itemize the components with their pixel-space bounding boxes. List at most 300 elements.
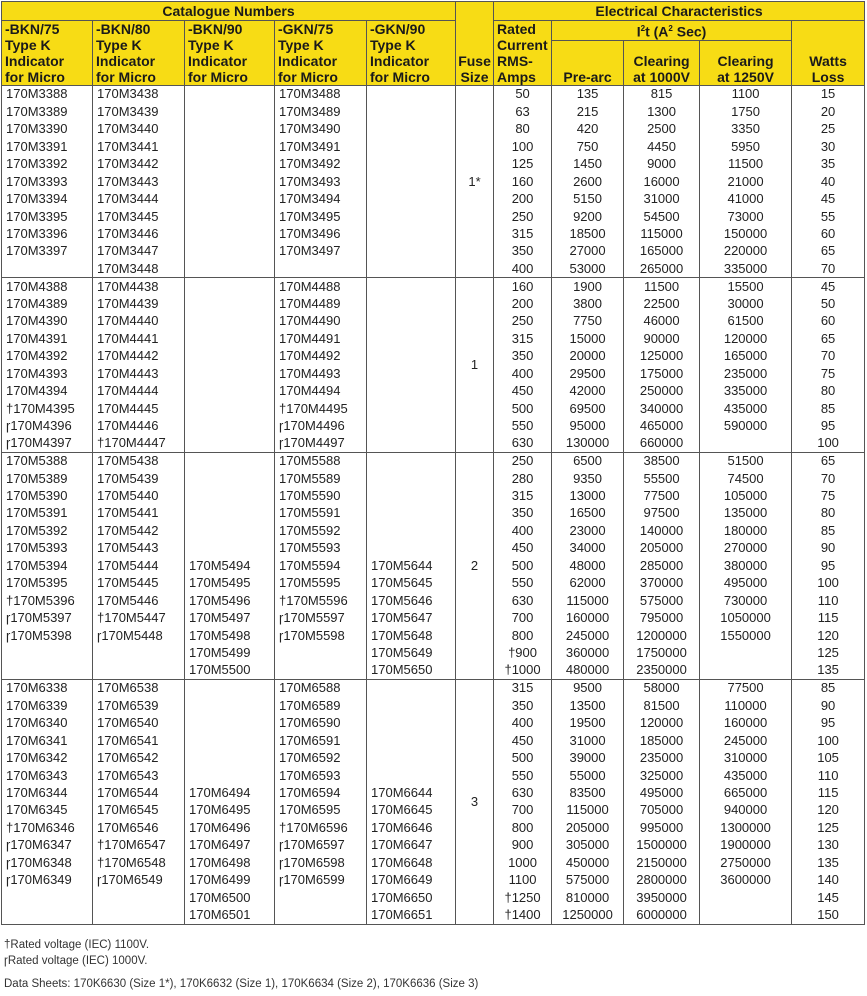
cell-clearing-1000: 140000 (624, 522, 700, 539)
cell-pre-arc: 480000 (552, 662, 624, 679)
cell-bkn75: 170M3396 (2, 225, 93, 242)
cell-pre-arc: 3800 (552, 295, 624, 312)
cell-bkn75: 170M4391 (2, 330, 93, 347)
cell-bkn75: 170M6345 (2, 802, 93, 819)
cell-clearing-1250: 180000 (700, 522, 792, 539)
cell-rated-current: 280 (494, 470, 552, 487)
cell-bkn75: 170M4390 (2, 313, 93, 330)
cell-rated-current: 350 (494, 505, 552, 522)
cell-bkn75: 170M4389 (2, 295, 93, 312)
cell-bkn80: 170M3446 (93, 225, 185, 242)
cell-watts-loss: 85 (792, 679, 865, 696)
cell-bkn80 (93, 662, 185, 679)
data-sheets-note: Data Sheets: 170K6630 (Size 1*), 170K6632 (Size 1), 170K6634 (Size 2), 170K6636 (Size 3) (4, 978, 479, 990)
cell-rated-current: 800 (494, 819, 552, 836)
cell-clearing-1000: 370000 (624, 575, 700, 592)
table-row (2, 872, 865, 889)
cell-pre-arc: 575000 (552, 872, 624, 889)
table-row (2, 470, 865, 487)
cell-pre-arc: 9500 (552, 679, 624, 696)
cell-bkn90 (185, 487, 275, 504)
table-row (2, 487, 865, 504)
cell-bkn90 (185, 679, 275, 696)
cell-clearing-1000: 250000 (624, 382, 700, 399)
cell-bkn90: 170M6500 (185, 889, 275, 906)
cell-gkn75 (275, 907, 367, 924)
cell-bkn75: 170M6342 (2, 749, 93, 766)
cell-bkn75: ɼ170M4397 (2, 435, 93, 452)
cell-rated-current: 550 (494, 575, 552, 592)
cell-rated-current: 630 (494, 435, 552, 452)
cell-pre-arc: 2600 (552, 173, 624, 190)
cell-watts-loss: 70 (792, 260, 865, 277)
cell-bkn90 (185, 243, 275, 260)
cell-fuse-size: 1* (456, 86, 494, 278)
cell-clearing-1000: 465000 (624, 417, 700, 434)
col-watts-loss: Watts Loss (792, 21, 865, 86)
cell-clearing-1000: 265000 (624, 260, 700, 277)
table-row (2, 610, 865, 627)
cell-watts-loss: 25 (792, 120, 865, 137)
cell-gkn90 (367, 400, 456, 417)
table-row (2, 889, 865, 906)
cell-gkn90 (367, 190, 456, 207)
cell-bkn90 (185, 452, 275, 469)
cell-watts-loss: 70 (792, 470, 865, 487)
cell-clearing-1000: 285000 (624, 557, 700, 574)
cell-bkn80: 170M3441 (93, 138, 185, 155)
cell-clearing-1250: 2750000 (700, 854, 792, 871)
cell-gkn75: 170M4493 (275, 365, 367, 382)
cell-clearing-1250: 495000 (700, 575, 792, 592)
cell-rated-current: 500 (494, 400, 552, 417)
cell-gkn90 (367, 365, 456, 382)
cell-clearing-1000: 175000 (624, 365, 700, 382)
cell-pre-arc: 750 (552, 138, 624, 155)
cell-bkn90 (185, 470, 275, 487)
cell-clearing-1250: 435000 (700, 767, 792, 784)
cell-bkn80: 170M6543 (93, 767, 185, 784)
cell-gkn90 (367, 295, 456, 312)
col-pre-arc: Pre-arc (552, 40, 624, 85)
cell-rated-current: 80 (494, 120, 552, 137)
cell-gkn90: 170M5646 (367, 592, 456, 609)
cell-watts-loss: 15 (792, 86, 865, 103)
cell-bkn90 (185, 155, 275, 172)
cell-bkn75: 170M3393 (2, 173, 93, 190)
cell-bkn75: 170M6340 (2, 714, 93, 731)
cell-bkn90 (185, 295, 275, 312)
cell-bkn75 (2, 260, 93, 277)
cell-fuse-size: 2 (456, 452, 494, 679)
cell-clearing-1250 (700, 907, 792, 924)
cell-bkn80: 170M6538 (93, 679, 185, 696)
cell-gkn75: 170M3493 (275, 173, 367, 190)
cell-bkn80: 170M3443 (93, 173, 185, 190)
cell-pre-arc: 245000 (552, 627, 624, 644)
cell-bkn90 (185, 225, 275, 242)
cell-clearing-1000: 1500000 (624, 837, 700, 854)
cell-clearing-1000: 58000 (624, 679, 700, 696)
cell-pre-arc: 16500 (552, 505, 624, 522)
cell-bkn75: 170M6343 (2, 767, 93, 784)
cell-rated-current: 350 (494, 348, 552, 365)
table-row (2, 714, 865, 731)
cell-gkn90 (367, 313, 456, 330)
cell-bkn80: †170M6548 (93, 854, 185, 871)
cell-clearing-1250: 30000 (700, 295, 792, 312)
cell-bkn90 (185, 173, 275, 190)
footnote-1000v: ɼRated voltage (IEC) 1000V. (4, 955, 148, 967)
cell-bkn90 (185, 190, 275, 207)
table-row (2, 767, 865, 784)
cell-watts-loss: 45 (792, 278, 865, 295)
cell-bkn75: ɼ170M6347 (2, 837, 93, 854)
cell-clearing-1000: 1300 (624, 103, 700, 120)
cell-clearing-1000: 495000 (624, 784, 700, 801)
cell-bkn75: ɼ170M6349 (2, 872, 93, 889)
cell-rated-current: 250 (494, 208, 552, 225)
cell-clearing-1000: 11500 (624, 278, 700, 295)
cell-clearing-1250: 940000 (700, 802, 792, 819)
cell-watts-loss: 35 (792, 155, 865, 172)
cell-watts-loss: 60 (792, 225, 865, 242)
cell-bkn80: 170M3445 (93, 208, 185, 225)
cell-rated-current: 450 (494, 540, 552, 557)
cell-clearing-1250: 120000 (700, 330, 792, 347)
table-row (2, 138, 865, 155)
cell-watts-loss: 70 (792, 348, 865, 365)
cell-bkn80 (93, 645, 185, 662)
cell-gkn90: 170M6646 (367, 819, 456, 836)
cell-rated-current: †1000 (494, 662, 552, 679)
cell-gkn90 (367, 225, 456, 242)
cell-rated-current: 125 (494, 155, 552, 172)
cell-rated-current: 400 (494, 714, 552, 731)
cell-pre-arc: 69500 (552, 400, 624, 417)
cell-watts-loss: 100 (792, 435, 865, 452)
table-row (2, 452, 865, 469)
cell-gkn75: †170M6596 (275, 819, 367, 836)
table-row (2, 348, 865, 365)
cell-bkn90 (185, 540, 275, 557)
cell-clearing-1250: 245000 (700, 732, 792, 749)
cell-bkn75: 170M5395 (2, 575, 93, 592)
cell-gkn90 (367, 173, 456, 190)
cell-gkn75 (275, 645, 367, 662)
cell-gkn75: 170M4492 (275, 348, 367, 365)
cell-pre-arc: 130000 (552, 435, 624, 452)
cell-bkn75: 170M4392 (2, 348, 93, 365)
cell-bkn75: ɼ170M4396 (2, 417, 93, 434)
cell-gkn90 (367, 697, 456, 714)
cell-rated-current: 500 (494, 557, 552, 574)
cell-watts-loss: 100 (792, 732, 865, 749)
cell-clearing-1250: 21000 (700, 173, 792, 190)
table-row (2, 679, 865, 696)
cell-rated-current: 450 (494, 382, 552, 399)
cell-gkn90 (367, 417, 456, 434)
table-row (2, 819, 865, 836)
cell-bkn90 (185, 732, 275, 749)
col-bkn75: -BKN/75 Type K Indicator for Micro (2, 21, 93, 86)
cell-watts-loss: 135 (792, 662, 865, 679)
cell-clearing-1250: 1100 (700, 86, 792, 103)
cell-bkn80: 170M4444 (93, 382, 185, 399)
cell-gkn90 (367, 103, 456, 120)
cell-watts-loss: 125 (792, 819, 865, 836)
cell-bkn90: 170M6494 (185, 784, 275, 801)
cell-bkn75: 170M5390 (2, 487, 93, 504)
cell-gkn75: 170M5589 (275, 470, 367, 487)
cell-bkn80: ɼ170M5448 (93, 627, 185, 644)
cell-pre-arc: 53000 (552, 260, 624, 277)
cell-bkn75: 170M3390 (2, 120, 93, 137)
cell-bkn75: ɼ170M6348 (2, 854, 93, 871)
col-bkn80: -BKN/80 Type K Indicator for Micro (93, 21, 185, 86)
cell-pre-arc: 42000 (552, 382, 624, 399)
cell-clearing-1250 (700, 662, 792, 679)
cell-gkn75: †170M5596 (275, 592, 367, 609)
cell-bkn90 (185, 138, 275, 155)
cell-bkn80: 170M4438 (93, 278, 185, 295)
cell-gkn90: 170M5649 (367, 645, 456, 662)
cell-clearing-1250: 165000 (700, 348, 792, 365)
cell-bkn75: 170M3389 (2, 103, 93, 120)
table-row (2, 592, 865, 609)
cell-gkn75: 170M3492 (275, 155, 367, 172)
cell-watts-loss: 110 (792, 767, 865, 784)
cell-bkn80: 170M3442 (93, 155, 185, 172)
cell-gkn90 (367, 749, 456, 766)
cell-watts-loss: 105 (792, 749, 865, 766)
cell-bkn80: 170M4439 (93, 295, 185, 312)
cell-clearing-1250: 77500 (700, 679, 792, 696)
cell-rated-current: 400 (494, 365, 552, 382)
table-row (2, 417, 865, 434)
cell-bkn80: 170M3447 (93, 243, 185, 260)
cell-gkn90 (367, 278, 456, 295)
col-fuse-size: Fuse Size (456, 2, 494, 86)
cell-clearing-1250: 270000 (700, 540, 792, 557)
cell-clearing-1000: 2800000 (624, 872, 700, 889)
cell-clearing-1000: 325000 (624, 767, 700, 784)
cell-bkn80: ɼ170M6549 (93, 872, 185, 889)
cell-bkn75: 170M4394 (2, 382, 93, 399)
cell-gkn90: 170M5650 (367, 662, 456, 679)
cell-rated-current: 200 (494, 295, 552, 312)
cell-bkn80: 170M3444 (93, 190, 185, 207)
cell-bkn80: 170M3439 (93, 103, 185, 120)
cell-rated-current: 315 (494, 679, 552, 696)
table-row (2, 662, 865, 679)
cell-watts-loss: 110 (792, 592, 865, 609)
table-row (2, 784, 865, 801)
cell-bkn75: 170M5393 (2, 540, 93, 557)
i2t-header: $I^2t$ ($A^2$ Sec) (552, 21, 792, 41)
cell-rated-current: 630 (494, 784, 552, 801)
cell-watts-loss: 80 (792, 505, 865, 522)
cell-bkn75 (2, 889, 93, 906)
cell-pre-arc: 18500 (552, 225, 624, 242)
cell-clearing-1000: 2500 (624, 120, 700, 137)
cell-watts-loss: 60 (792, 313, 865, 330)
cell-rated-current: 700 (494, 802, 552, 819)
cell-gkn75 (275, 662, 367, 679)
cell-gkn75: 170M3491 (275, 138, 367, 155)
cell-pre-arc: 27000 (552, 243, 624, 260)
cell-clearing-1250: 51500 (700, 452, 792, 469)
cell-bkn90 (185, 505, 275, 522)
cell-gkn90 (367, 679, 456, 696)
cell-bkn75: 170M5394 (2, 557, 93, 574)
col-rated-current: Rated Current RMS- Amps (494, 21, 552, 86)
cell-bkn90 (185, 697, 275, 714)
cell-watts-loss: 125 (792, 645, 865, 662)
cell-gkn75: 170M6590 (275, 714, 367, 731)
cell-rated-current: 1000 (494, 854, 552, 871)
cell-gkn75: 170M5592 (275, 522, 367, 539)
cell-rated-current: 400 (494, 260, 552, 277)
cell-clearing-1000: 46000 (624, 313, 700, 330)
cell-clearing-1250: 220000 (700, 243, 792, 260)
table-row (2, 225, 865, 242)
cell-rated-current: 250 (494, 452, 552, 469)
cell-pre-arc: 31000 (552, 732, 624, 749)
cell-gkn75: 170M5590 (275, 487, 367, 504)
table-row (2, 522, 865, 539)
cell-gkn75: 170M3494 (275, 190, 367, 207)
cell-watts-loss: 65 (792, 452, 865, 469)
cell-watts-loss: 95 (792, 714, 865, 731)
cell-watts-loss: 115 (792, 784, 865, 801)
cell-clearing-1250: 3600000 (700, 872, 792, 889)
cell-clearing-1250: 1750 (700, 103, 792, 120)
cell-bkn75 (2, 645, 93, 662)
cell-pre-arc: 95000 (552, 417, 624, 434)
cell-bkn90: 170M5499 (185, 645, 275, 662)
cell-rated-current: 160 (494, 278, 552, 295)
cell-gkn75: ɼ170M6599 (275, 872, 367, 889)
cell-rated-current: 50 (494, 86, 552, 103)
cell-gkn75: ɼ170M5598 (275, 627, 367, 644)
cell-bkn75: ɼ170M5397 (2, 610, 93, 627)
cell-watts-loss: 45 (792, 190, 865, 207)
cell-pre-arc: 48000 (552, 557, 624, 574)
cell-clearing-1000: 9000 (624, 155, 700, 172)
cell-clearing-1250: 335000 (700, 382, 792, 399)
cell-pre-arc: 1900 (552, 278, 624, 295)
col-bkn90: -BKN/90 Type K Indicator for Micro (185, 21, 275, 86)
table-row (2, 627, 865, 644)
cell-clearing-1250: 41000 (700, 190, 792, 207)
cell-clearing-1250: 135000 (700, 505, 792, 522)
cell-bkn75 (2, 907, 93, 924)
cell-clearing-1000: 90000 (624, 330, 700, 347)
cell-clearing-1250: 105000 (700, 487, 792, 504)
cell-watts-loss: 50 (792, 295, 865, 312)
cell-bkn90 (185, 522, 275, 539)
cell-clearing-1000: 2350000 (624, 662, 700, 679)
cell-bkn80: 170M4446 (93, 417, 185, 434)
cell-gkn75: ɼ170M5597 (275, 610, 367, 627)
cell-clearing-1250: 1900000 (700, 837, 792, 854)
cell-clearing-1250: 235000 (700, 365, 792, 382)
cell-bkn90: 170M5494 (185, 557, 275, 574)
cell-watts-loss: 120 (792, 802, 865, 819)
cell-watts-loss: 75 (792, 365, 865, 382)
cell-gkn75: 170M4491 (275, 330, 367, 347)
cell-gkn75: ɼ170M6598 (275, 854, 367, 871)
cell-bkn80: 170M6546 (93, 819, 185, 836)
cell-watts-loss: 85 (792, 522, 865, 539)
cell-bkn80: 170M5440 (93, 487, 185, 504)
table-row (2, 86, 865, 103)
cell-bkn80: 170M4445 (93, 400, 185, 417)
cell-watts-loss: 120 (792, 627, 865, 644)
cell-watts-loss: 20 (792, 103, 865, 120)
cell-gkn75: 170M6589 (275, 697, 367, 714)
cell-clearing-1250: 1050000 (700, 610, 792, 627)
cell-bkn90: 170M5497 (185, 610, 275, 627)
cell-pre-arc: 15000 (552, 330, 624, 347)
cell-bkn75: 170M6339 (2, 697, 93, 714)
cell-pre-arc: 13500 (552, 697, 624, 714)
cell-clearing-1250: 11500 (700, 155, 792, 172)
cell-pre-arc: 6500 (552, 452, 624, 469)
cell-watts-loss: 135 (792, 854, 865, 871)
cell-clearing-1250: 15500 (700, 278, 792, 295)
col-clearing-1000: Clearing at 1000V (624, 40, 700, 85)
table-row (2, 295, 865, 312)
cell-bkn80: 170M6542 (93, 749, 185, 766)
cell-pre-arc: 9350 (552, 470, 624, 487)
cell-clearing-1250: 665000 (700, 784, 792, 801)
cell-rated-current: 630 (494, 592, 552, 609)
cell-pre-arc: 83500 (552, 784, 624, 801)
cell-gkn90: 170M5648 (367, 627, 456, 644)
cell-bkn90 (185, 120, 275, 137)
cell-bkn75: 170M4388 (2, 278, 93, 295)
cell-bkn75: 170M5391 (2, 505, 93, 522)
cell-bkn75: 170M5389 (2, 470, 93, 487)
cell-bkn90: 170M6499 (185, 872, 275, 889)
table-row (2, 313, 865, 330)
cell-gkn90 (367, 382, 456, 399)
cell-clearing-1000: 660000 (624, 435, 700, 452)
cell-gkn90: 170M6650 (367, 889, 456, 906)
cell-rated-current: 63 (494, 103, 552, 120)
cell-clearing-1250: 590000 (700, 417, 792, 434)
cell-rated-current: 900 (494, 837, 552, 854)
cell-rated-current: 500 (494, 749, 552, 766)
cell-bkn75: 170M5388 (2, 452, 93, 469)
cell-bkn90: 170M6497 (185, 837, 275, 854)
table-row (2, 435, 865, 452)
cell-clearing-1250 (700, 889, 792, 906)
table-row (2, 190, 865, 207)
cell-bkn90 (185, 313, 275, 330)
cell-bkn80: †170M4447 (93, 435, 185, 452)
cell-watts-loss: 115 (792, 610, 865, 627)
cell-gkn75: 170M4489 (275, 295, 367, 312)
cell-gkn90: 170M6645 (367, 802, 456, 819)
cell-clearing-1000: 1750000 (624, 645, 700, 662)
cell-bkn80: 170M5445 (93, 575, 185, 592)
cell-clearing-1250: 3350 (700, 120, 792, 137)
cell-gkn75: 170M5593 (275, 540, 367, 557)
cell-pre-arc: 810000 (552, 889, 624, 906)
